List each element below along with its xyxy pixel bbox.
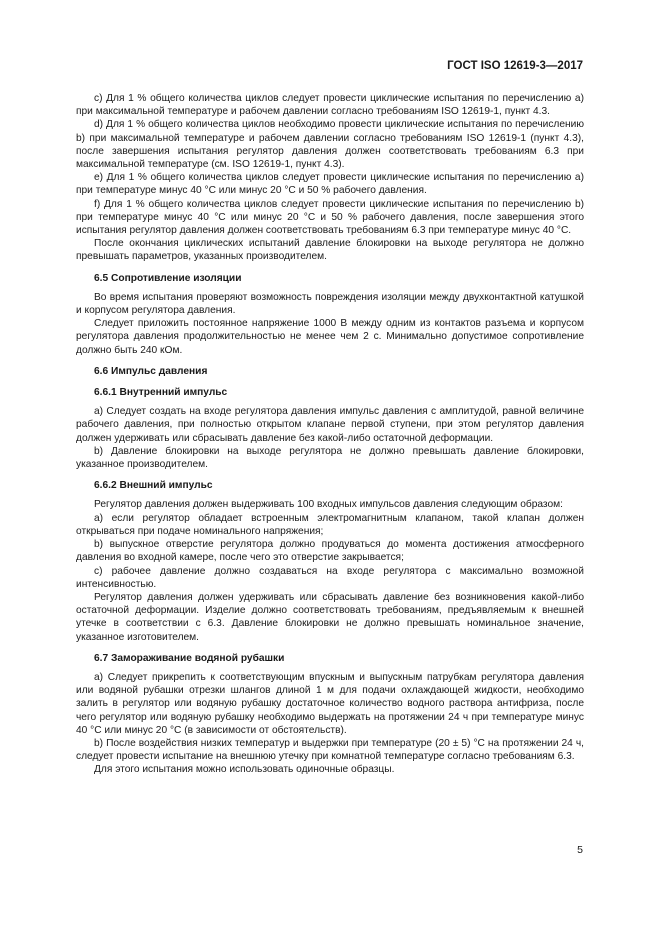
paragraph: Для этого испытания можно использовать одиночные образцы. [94, 764, 395, 776]
paragraph: Регулятор давления должен выдерживать 100 входных импульсов давления следующим образом: [94, 499, 563, 511]
section-heading: 6.7 Замораживание водяной рубашки [94, 652, 285, 664]
paragraph: Регулятор давления должен удерживать или сбрасывать давление без возникновения какой-либо остаточной деформации. Изделие должно соответствовать требованиям, предъявляемым к внешней утечке в соответствии с 6.3. Давление блокировки не должно превышать номинальное значение, указанное изготовителем. [76, 591, 584, 643]
paragraph: Следует приложить постоянное напряжение 1000 В между одним из контактов разъема и корпусом регулятора давления продолжительностью не менее чем 2 с. Минимально допустимое сопротивление должно быть 240 кОм. [76, 318, 584, 356]
paragraph: е) Для 1 % общего количества циклов следует провести циклические испытания по перечислению а) при температуре минус 40 °С или минус 20 °С и 50 % рабочего давления. [76, 172, 584, 197]
paragraph: b) После воздействия низких температур и выдержки при температуре (20 ± 5) °С на протяжении 24 ч, следует провести испытание на внешнюю утечку при комнатной температуре согласно требованиям 6.3. [76, 737, 584, 763]
paragraph: а) если регулятор обладает встроенным электромагнитным клапаном, такой клапан должен открываться при подаче номинального напряжения; [76, 512, 584, 537]
document-body [76, 92, 584, 777]
section-heading: 6.5 Сопротивление изоляции [94, 272, 242, 284]
paragraph: а) Следует прикрепить к соответствующим впускным и выпускным патрубкам регулятора давления или водяной рубашки отрезки шлангов длиной 1 м для подачи охлаждающей жидкости, необходимо залить в регулятор или водяную рубашку достаточное количество водного раствора антифриза, после чего регулятор или водяную рубашку необходимо выдержать на протяжении 24 ч при температуре минус 40 °С или минус 20 °С (в зависимости от обстоятельств). [76, 671, 584, 736]
paragraph: f) Для 1 % общего количества циклов следует провести циклические испытания по перечислению b) при температуре минус 40 °С или минус 20 °С и 50 % рабочего давления, после завершения этого испытания регулятор давления должен соответствовать требованиям 6.3 при температуре минус 40 °С. [76, 198, 584, 237]
page-number: 5 [577, 844, 583, 856]
paragraph: b) Давление блокировки на выходе регулятора не должно превышать давление блокировки, указанное производителем. [76, 445, 584, 471]
paragraph: а) Следует создать на входе регулятора давления импульс давления с амплитудой, равной величине рабочего давления, при полностью открытом клапане первой ступени, при этом регулятор давления должен удерживать или сбрасывать давление без какой-либо остаточной деформации. [76, 406, 584, 444]
paragraph: c) рабочее давление должно создаваться на входе регулятора с максимально возможной интенсивностью. [76, 565, 584, 590]
section-heading: 6.6.2 Внешний импульс [94, 480, 213, 492]
paragraph: d) Для 1 % общего количества циклов необходимо провести циклические испытания по перечислению b) при максимальной температуре и рабочем давлении согласно требованиям ISO 12619-1 (пункт 4.3), после завершения испытания регулятор давления должен соответствовать требованиям 6.3 при максимальной температуре (см. ISO 12619-1, пункт 4.3). [76, 119, 584, 171]
paragraph: b) выпускное отверстие регулятора должно продуваться до момента достижения атмосферного давления во входной камере, после чего это отверстие закрывается; [76, 539, 584, 564]
section-heading: 6.6.1 Внутренний импульс [94, 387, 228, 399]
document-id-header: ГОСТ ISO 12619-3—2017 [447, 60, 583, 72]
paragraph: Во время испытания проверяют возможность повреждения изоляции между двухконтактной катушкой и корпусом регулятора давления. [76, 291, 584, 317]
paragraph: После окончания циклических испытаний давление блокировки на выходе регулятора не должно превышать параметров, указанных производителем. [76, 238, 584, 263]
section-heading: 6.6 Импульс давления [94, 365, 208, 377]
paragraph: c) Для 1 % общего количества циклов следует провести циклические испытания по перечислению а) при максимальной температуре и рабочем давлении согласно требованиям ISO 12619-1, пункт 4.3. [76, 93, 584, 118]
